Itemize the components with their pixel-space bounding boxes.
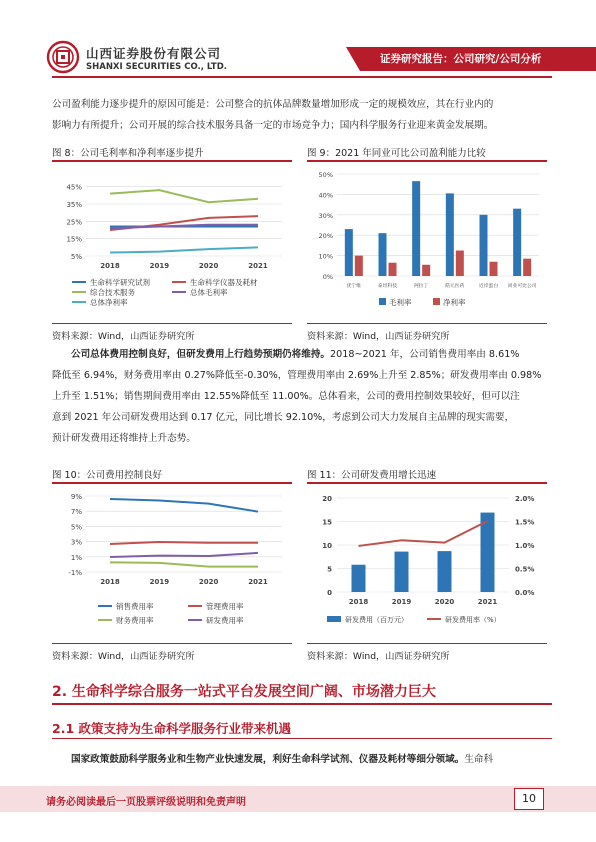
fig11-bottom-rule xyxy=(307,643,547,644)
company-name-en: SHANXI SECURITIES CO., LTD. xyxy=(86,62,228,72)
legend-label: 研发费用率 xyxy=(206,616,244,625)
legend-label: 研发费用（百万元） xyxy=(345,616,408,624)
x-tick-label: 同业可比公司 xyxy=(507,284,537,289)
y-tick-label: 50% xyxy=(318,171,333,179)
legend-label: 财务费用率 xyxy=(116,616,154,625)
y-tick-label: 5% xyxy=(70,253,82,261)
fig8-source: 资料来源：Wind，山西证券研究所 xyxy=(52,331,195,342)
fig8-top-rule xyxy=(52,160,292,162)
legend-label: 综合技术服务 xyxy=(90,288,135,297)
bar xyxy=(480,215,488,276)
fig9-source: 资料来源：Wind，山西证券研究所 xyxy=(307,331,450,342)
y-tick-label: 30% xyxy=(318,211,333,220)
y-tick-label: 20% xyxy=(318,232,333,241)
y-tick-label: 7% xyxy=(70,508,82,517)
legend-label: 毛利率 xyxy=(389,298,412,307)
y-left-tick-label: 0 xyxy=(327,589,332,597)
y-left-tick-label: 15 xyxy=(322,518,332,527)
y-tick-label: -1% xyxy=(68,569,82,577)
x-tick-label: 阿拉丁 xyxy=(413,284,429,289)
legend-label: 生命科学研究试剂 xyxy=(90,278,150,287)
x-tick-label: 2021 xyxy=(248,262,268,270)
bar xyxy=(456,251,464,277)
x-tick-label: 2021 xyxy=(248,578,268,586)
legend-label: 总体毛利率 xyxy=(190,288,228,297)
fig10-chart xyxy=(52,486,292,642)
series-line xyxy=(359,521,488,546)
series-line xyxy=(110,499,258,512)
legend-swatch xyxy=(433,298,440,305)
legend-swatch xyxy=(379,298,386,305)
fig10-bottom-rule xyxy=(52,643,292,644)
intro-line-1: 公司盈利能力逐步提升的原因可能是：公司整合的抗体品牌数量增加形成一定的规模效应，其在行业内的 xyxy=(52,99,494,110)
y-right-tick-label: 0.5% xyxy=(515,565,535,574)
bar xyxy=(412,181,420,276)
y-tick-label: 0% xyxy=(322,273,333,281)
expense-line-1-rest: 2018~2021 年，公司销售费用率由 8.61% xyxy=(330,349,520,360)
y-tick-label: 25% xyxy=(66,218,82,227)
bar xyxy=(355,256,363,276)
series-line xyxy=(110,562,258,566)
header-rule xyxy=(52,76,552,78)
x-tick-label: 2018 xyxy=(348,598,369,606)
x-tick-label: 2018 xyxy=(100,578,120,586)
y-tick-label: 3% xyxy=(70,538,82,547)
intro-line-2: 影响力有所提升；公司开展的综合技术服务具备一定的市场竞争力；国内科学服务行业迎来黄金发展期。 xyxy=(52,120,494,131)
fig11-source: 资料来源：Wind，山西证券研究所 xyxy=(307,651,450,662)
company-name-cn: 山西证券股份有限公司 xyxy=(86,46,222,61)
x-tick-label: 优宁维 xyxy=(346,284,362,289)
bar xyxy=(352,565,366,592)
expense-line-1 xyxy=(52,344,552,365)
footer-disclaimer: 请务必阅读最后一页股票评级说明和免责声明 xyxy=(46,797,246,808)
bar xyxy=(395,552,409,592)
x-tick-label: 近岸蛋白 xyxy=(478,284,499,289)
fig9-bottom-rule xyxy=(307,323,547,324)
x-tick-label: 2021 xyxy=(477,598,498,606)
y-right-tick-label: 1.5% xyxy=(515,518,535,527)
fig9-top-rule xyxy=(307,160,547,162)
y-tick-label: 40% xyxy=(318,191,333,200)
expense-lead: 公司总体费用控制良好，但研发费用上行趋势预期仍将维持。 xyxy=(71,349,331,360)
policy-paragraph xyxy=(71,749,556,770)
expense-line-3: 上升至 1.51%；销售期间费用率由 12.55%降低至 11.00%。总体看来，公司的费用控制效果较好，但可以注 xyxy=(52,391,520,402)
bar xyxy=(345,229,353,276)
y-right-tick-label: 1.0% xyxy=(515,542,535,550)
series-line xyxy=(110,542,258,544)
fig11-title: 图 11：公司研发费用增长迅速 xyxy=(307,470,437,481)
fig8-chart xyxy=(52,164,292,322)
legend-label: 总体净利率 xyxy=(90,298,128,307)
policy-lead: 国家政策鼓励科学服务业和生物产业快速发展，利好生命科学试剂、仪器及耗材等细分领域。 xyxy=(71,754,465,765)
fig10-title: 图 10：公司费用控制良好 xyxy=(52,470,163,481)
x-tick-label: 2020 xyxy=(198,578,219,586)
y-left-tick-label: 20 xyxy=(322,495,332,503)
fig11-chart xyxy=(307,486,547,642)
section-2-1-heading: 2.1 政策支持为生命科学服务行业带来机遇 xyxy=(52,721,291,736)
report-tag: 证券研究报告：公司研究/公司分析 xyxy=(380,53,542,65)
series-line xyxy=(110,247,258,252)
section-2-heading: 2. 生命科学综合服务一站式平台发展空间广阔、市场潜力巨大 xyxy=(52,684,436,700)
x-tick-label: 2020 xyxy=(434,598,455,606)
expense-paragraph xyxy=(52,344,552,449)
y-tick-label: 5% xyxy=(70,523,82,532)
fig10-top-rule xyxy=(52,482,292,484)
bar xyxy=(446,193,454,276)
x-tick-label: 2018 xyxy=(100,262,120,270)
bar xyxy=(490,262,498,276)
bar xyxy=(422,265,430,276)
x-tick-label: 皓元医药 xyxy=(445,284,465,289)
header-band-cut xyxy=(346,47,360,71)
legend-label: 销售费用率 xyxy=(116,602,154,611)
section-2-1-rule xyxy=(52,738,552,739)
fig8-title: 图 8：公司毛利率和净利率逐步提升 xyxy=(52,148,204,159)
legend-label: 管理费用率 xyxy=(206,602,244,611)
bar xyxy=(389,263,397,276)
section-2-rule xyxy=(52,703,552,705)
y-tick-label: 1% xyxy=(70,553,82,562)
expense-line-4: 意到 2021 年公司研发费用达到 0.17 亿元，同比增长 92.10%，考虑到公司大力发展自主品牌的现实需要， xyxy=(52,412,515,423)
x-tick-label: 2019 xyxy=(149,578,170,586)
legend-swatch xyxy=(327,616,341,622)
y-left-tick-label: 5 xyxy=(327,565,332,574)
legend-label: 净利率 xyxy=(443,298,466,307)
y-right-tick-label: 0.0% xyxy=(515,589,535,597)
y-left-tick-label: 10 xyxy=(322,542,332,550)
x-tick-label: 2020 xyxy=(198,262,219,270)
intro-paragraph xyxy=(52,94,552,136)
legend-label: 生命科学仪器及耗材 xyxy=(190,278,258,287)
y-right-tick-label: 2.0% xyxy=(515,495,535,503)
y-tick-label: 15% xyxy=(66,235,82,244)
fig10-source: 资料来源：Wind，山西证券研究所 xyxy=(52,651,195,662)
fig8-bottom-rule xyxy=(52,323,292,324)
fig9-chart xyxy=(307,164,547,322)
company-logo-icon xyxy=(46,40,80,74)
fig11-top-rule xyxy=(307,482,547,484)
policy-rest: 生命科 xyxy=(464,754,494,765)
x-tick-label: 2019 xyxy=(149,262,170,270)
expense-line-5: 预计研发费用还将维持上升态势。 xyxy=(52,433,196,444)
series-line xyxy=(110,190,258,202)
bar xyxy=(438,551,452,592)
page-number: 10 xyxy=(514,788,544,810)
expense-line-2: 降低至 6.94%，财务费用率由 0.27%降低至-0.30%，管理费用率由 2.69%上升至 2.85%；研发费用率由 0.98% xyxy=(52,370,542,381)
y-tick-label: 10% xyxy=(318,252,333,261)
series-line xyxy=(110,553,258,557)
y-tick-label: 45% xyxy=(66,183,82,192)
legend-label: 研发费用率（%） xyxy=(445,616,501,624)
fig9-title: 图 9：2021 年同业可比公司盈利能力比较 xyxy=(307,148,486,159)
y-tick-label: 35% xyxy=(66,201,82,209)
bar xyxy=(513,209,521,276)
y-tick-label: 9% xyxy=(70,493,82,501)
x-tick-label: 2019 xyxy=(391,598,412,606)
x-tick-label: 泰坦科技 xyxy=(377,284,398,289)
bar xyxy=(523,259,531,276)
bar xyxy=(379,233,387,276)
